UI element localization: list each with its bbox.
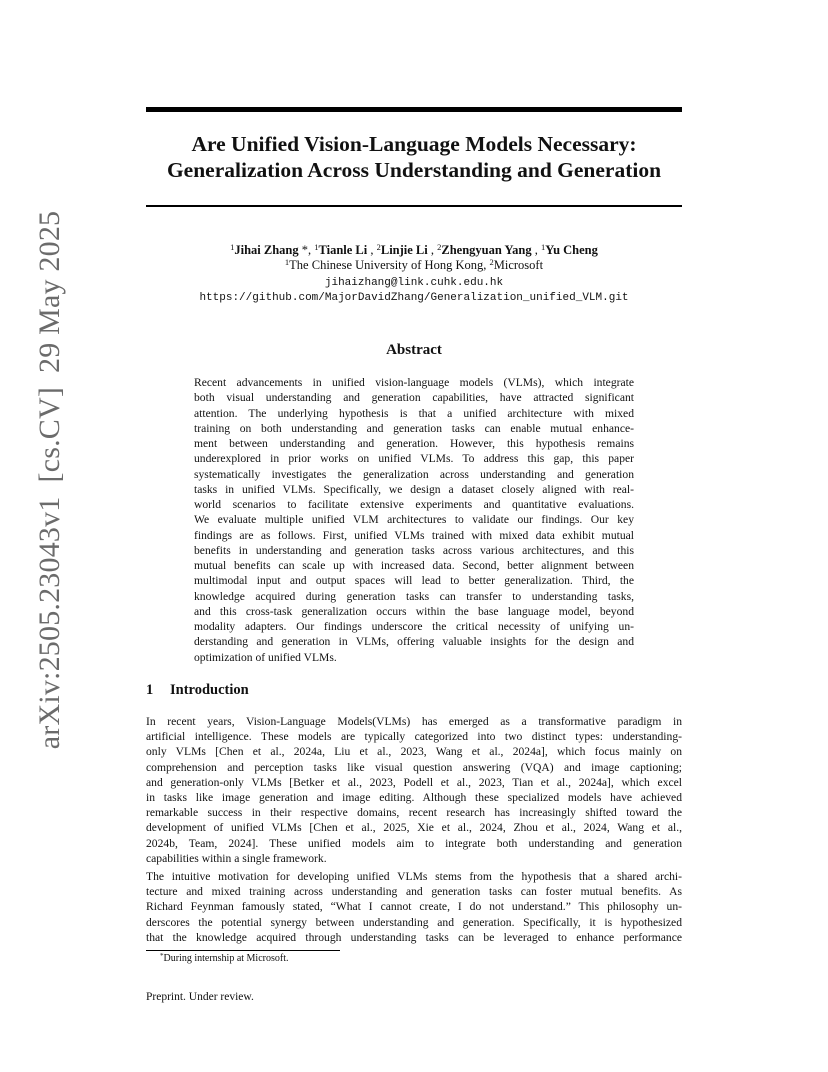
title-bottom-rule (146, 205, 682, 207)
repo-link[interactable]: https://github.com/MajorDavidZhang/Generalization_unified_VLM.git (199, 292, 629, 304)
author-separator: , (367, 243, 377, 257)
intro-paragraph-1 (146, 714, 682, 866)
title-top-rule (146, 107, 682, 112)
author-affil-mark: 1 (314, 242, 319, 252)
body-line: and generation-only VLMs [Betker et al., 2023, Podell et al., 2023, Tian et al., 2024a], which excel (146, 775, 682, 789)
body-line: capabilities within a single framework. (146, 851, 327, 865)
body-line: in tasks like image generation and image editing. Although these specialized models have achieved (146, 791, 682, 805)
title-line-1: Are Unified Vision-Language Models Necessary: (191, 132, 637, 156)
body-line: that the knowledge acquired through understanding tasks can be leveraged to enhance performance (146, 930, 682, 944)
affil-mark: 2 (489, 257, 494, 267)
abstract-line: attention. The underlying hypothesis is that a unified architecture with mixed (194, 406, 634, 420)
abstract-line: derstanding and generation in VLMs, offering valuable insights for the design and (194, 635, 634, 649)
affiliation-line (120, 258, 708, 273)
email-link[interactable]: jihaizhang@link.cuhk.edu.hk (324, 277, 504, 289)
arxiv-date: 29 May 2025 (33, 210, 66, 373)
body-line: Richard Feynman famously stated, “What I cannot create, I do not understand.” This philosophy un- (146, 900, 682, 914)
section-heading (146, 682, 249, 699)
abstract-line: systematically investigates the generalization across understanding and generation (194, 467, 634, 481)
arxiv-id: arXiv:2505.23043v1 (33, 496, 66, 750)
abstract-line: multimodal input and output spaces will lead to better generalization. Third, the (194, 574, 634, 588)
author-block (120, 243, 708, 306)
affiliation-1: The Chinese University of Hong Kong, (289, 258, 490, 272)
body-line: artificial intelligence. These models are typically categorized into two distinct types: understanding- (146, 730, 682, 744)
title-line-2: Generalization Across Understanding and Generation (166, 158, 662, 182)
arxiv-category: [cs.CV] (33, 386, 66, 483)
author-separator: *, (298, 243, 315, 257)
author-affil-mark: 2 (437, 242, 442, 252)
abstract-line: We evaluate multiple unified VLM architectures to validate our findings. Our key (194, 513, 634, 527)
footnote-rule (146, 950, 340, 951)
author-name: Zhengyuan Yang (441, 243, 532, 257)
abstract-line: mutual benefits can scale up with increased data. Second, better alignment between (194, 559, 634, 572)
footnote-text: During internship at Microsoft. (163, 953, 289, 964)
paper-title (146, 131, 682, 183)
abstract-line: benefits in understanding and generation tasks across various architectures, and this (194, 543, 634, 557)
author-list (120, 243, 708, 258)
body-line: remarkable success in their respective domains, recent research has increasingly shifted toward the (146, 806, 682, 820)
body-line: development of unified VLMs [Chen et al., 2025, Xie et al., 2024, Zhou et al., 2024, Wang et al., (146, 821, 682, 835)
abstract-line: and this cross-task generalization occurs within the base language model, beyond (194, 604, 634, 618)
abstract-line: knowledge acquired during generation tasks can transfer to understanding tasks, (194, 589, 634, 603)
footnote-mark: * (160, 952, 164, 960)
affil-mark: 1 (284, 257, 290, 267)
author-name: Tianle Li (318, 243, 368, 257)
body-line: tecture and mixed training across understanding and generation tasks can foster mutual benefits. As (146, 885, 682, 899)
body-line: derscores the potential synergy between understanding and generation. Specifically, it is hypothesized (146, 915, 682, 929)
body-line: comprehension and perception tasks like visual question answering (VQA) and image captioning; (146, 760, 682, 774)
body-line: 2024b, Team, 2024]. These unified models aim to integrate both understanding and generation (146, 836, 682, 850)
body-line: The intuitive motivation for developing unified VLMs stems from the hypothesis that a shared archi- (146, 870, 682, 883)
body-line: In recent years, Vision-Language Models(VLMs) has emerged as a transformative paradigm in (146, 715, 682, 728)
abstract-line: Recent advancements in unified vision-language models (VLMs), which integrate (194, 376, 634, 389)
footnote (160, 953, 288, 965)
author-name: Linjie Li (380, 243, 428, 257)
section-title: Introduction (170, 682, 249, 698)
abstract-line: tasks in unified VLMs. Specifically, we design a dataset closely aligned with real- (194, 482, 634, 496)
abstract-line: modality adapters. Our findings underscore the critical necessity of unifying un- (194, 620, 634, 633)
author-separator: , (531, 243, 541, 257)
author-affil-mark: 1 (230, 242, 235, 252)
author-separator: , (427, 243, 438, 257)
author-name: Yu Cheng (545, 243, 598, 257)
author-name: Jihai Zhang (234, 243, 299, 257)
abstract-line: world scenarios to facilitate extensive experiments and quantitative evaluations. (194, 498, 634, 511)
author-affil-mark: 2 (376, 242, 381, 252)
section-number: 1 (146, 682, 154, 698)
abstract-heading: Abstract (386, 342, 442, 358)
preprint-note: Preprint. Under review. (146, 991, 254, 1003)
abstract-line: findings are as follows. First, unified VLMs trained with mixed data exhibit mutual (194, 528, 634, 542)
author-affil-mark: 1 (540, 242, 546, 252)
abstract-body (194, 375, 634, 665)
abstract-line: both visual understanding and generation capabilities, have attracted significant (194, 391, 634, 405)
affiliation-2: Microsoft (493, 258, 544, 272)
intro-paragraph-2 (146, 869, 682, 945)
abstract-line: optimization of unified VLMs. (194, 650, 337, 664)
abstract-line: training on both understanding and generation tasks can enable mutual enhance- (194, 421, 634, 435)
abstract-line: underexplored in prior works on unified VLMs. To address this gap, this paper (194, 452, 634, 466)
abstract-line: ment between understanding and generation. However, this hypothesis remains (194, 437, 634, 450)
body-line: only VLMs [Chen et al., 2024a, Liu et al., 2023, Wang et al., 2024a], which focus mainly on (146, 745, 682, 759)
arxiv-stamp (33, 211, 67, 750)
